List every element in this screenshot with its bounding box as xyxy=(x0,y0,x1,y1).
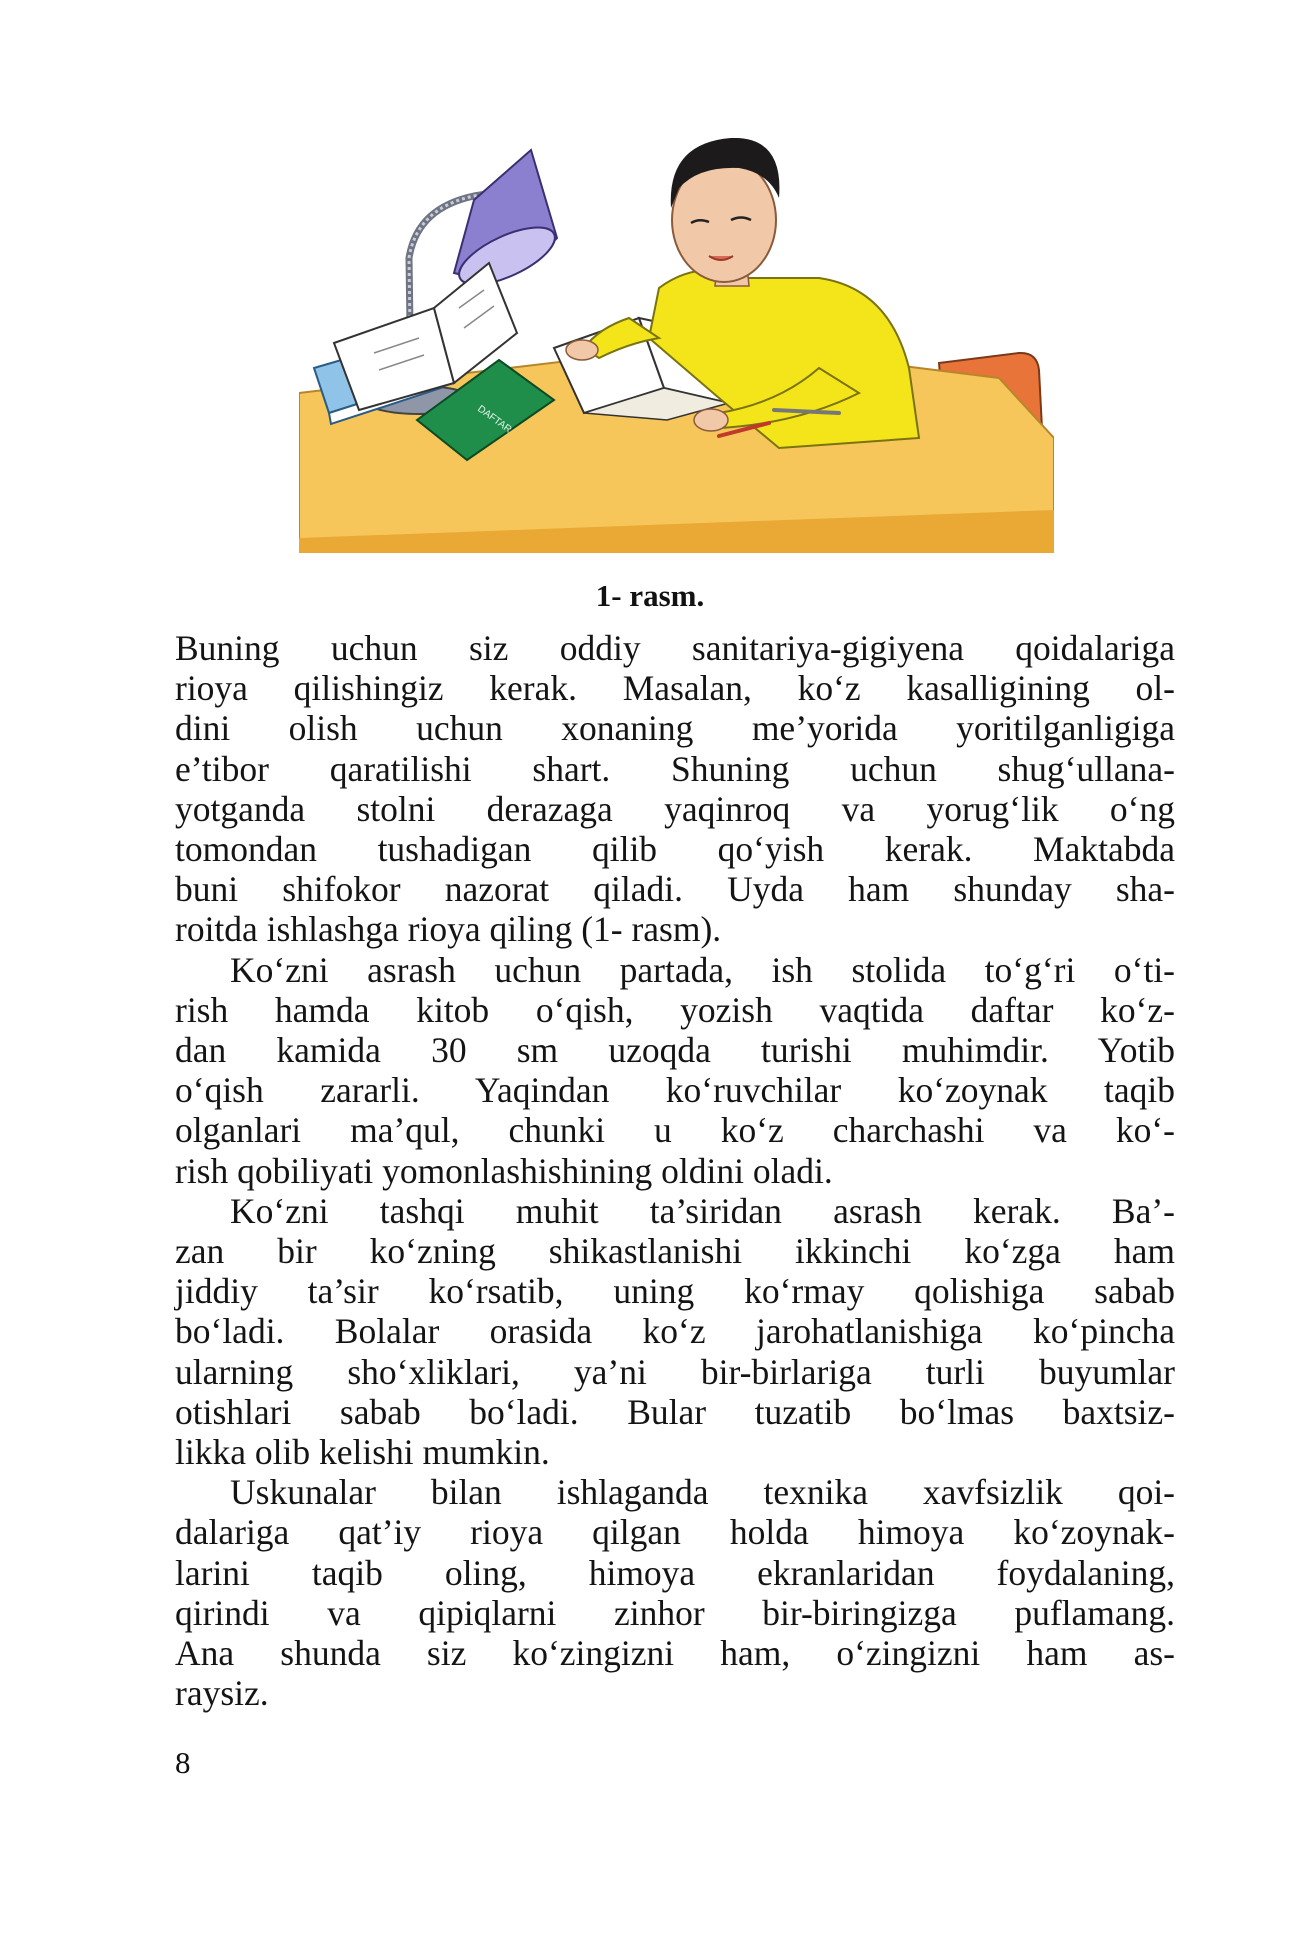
text-line: raysiz. xyxy=(175,1673,269,1714)
text-line: Ko‘zni tashqi muhit ta’siridan asrash kerak. Ba’- xyxy=(230,1190,1175,1231)
text-line: o‘qish zararli. Yaqindan ko‘ruvchilar ko‘zoynak taqib xyxy=(175,1070,1175,1111)
illustration-boy-reading-at-desk xyxy=(299,138,1054,553)
figure-caption: 1- rasm. xyxy=(595,578,705,613)
text-line: ularning sho‘xliklari, ya’ni bir-birlariga turli buyumlar xyxy=(175,1351,1175,1392)
text-line: likka olib kelishi mumkin. xyxy=(175,1432,550,1473)
text-line: roitda ishlashga rioya qiling (1- rasm). xyxy=(175,909,722,950)
body-text xyxy=(175,628,1175,1713)
text-line: Ana shunda siz ko‘zingizni ham, o‘zingizni ham as- xyxy=(175,1633,1175,1674)
text-line: otishlari sabab bo‘ladi. Bular tuzatib bo‘lmas baxtsiz- xyxy=(175,1391,1175,1432)
text-line: Buning uchun siz oddiy sanitariya-gigiyena qoidalariga xyxy=(175,628,1175,668)
text-line: olganlari ma’qul, chunki u ko‘z charchashi va ko‘- xyxy=(175,1110,1175,1151)
paragraph xyxy=(175,950,1175,1191)
text-line: bo‘ladi. Bolalar orasida ko‘z jarohatlanishiga ko‘pincha xyxy=(175,1311,1175,1352)
text-line: Ko‘zni asrash uchun partada, ish stolida to‘g‘ri o‘ti- xyxy=(230,949,1175,990)
text-line: dalariga qat’iy rioya qilgan holda himoya ko‘zoynak- xyxy=(175,1512,1175,1553)
paragraph xyxy=(175,1191,1175,1472)
text-line: Uskunalar bilan ishlaganda texnika xavfsizlik qoi- xyxy=(230,1472,1175,1513)
paragraph xyxy=(175,1472,1175,1713)
left-hand xyxy=(566,340,598,360)
text-line: rish hamda kitob o‘qish, yozish vaqtida daftar ko‘z- xyxy=(175,989,1175,1030)
text-line: larini taqib oling, himoya ekranlaridan foydalaning, xyxy=(175,1552,1175,1593)
text-line: dini olish uchun xonaning me’yorida yoritilganligiga xyxy=(175,708,1175,749)
page-number: 8 xyxy=(175,1745,191,1780)
text-line: dan kamida 30 sm uzoqda turishi muhimdir. Yotib xyxy=(175,1030,1175,1071)
text-line: buni shifokor nazorat qiladi. Uyda ham shunday sha- xyxy=(175,869,1175,910)
paragraph xyxy=(175,628,1175,950)
text-line: zan bir ko‘zning shikastlanishi ikkinchi ko‘zga ham xyxy=(175,1231,1175,1272)
text-line: yotganda stolni derazaga yaqinroq va yorug‘lik o‘ng xyxy=(175,788,1175,829)
notebook-label: DAFTAR xyxy=(475,403,514,436)
text-line: qirindi va qipiqlarni zinhor bir-biringizga puflamang. xyxy=(175,1592,1175,1633)
text-line: tomondan tushadigan qilib qo‘yish kerak. Maktabda xyxy=(175,829,1175,870)
text-line: rish qobiliyati yomonlashishining oldini oladi. xyxy=(175,1150,833,1191)
right-hand xyxy=(694,409,728,431)
text-line: rioya qilishingiz kerak. Masalan, ko‘z kasalligining ol- xyxy=(175,668,1175,709)
text-line: e’tibor qaratilishi shart. Shuning uchun shug‘ullana- xyxy=(175,748,1175,789)
text-line: jiddiy ta’sir ko‘rsatib, uning ko‘rmay qolishiga sabab xyxy=(175,1271,1175,1312)
